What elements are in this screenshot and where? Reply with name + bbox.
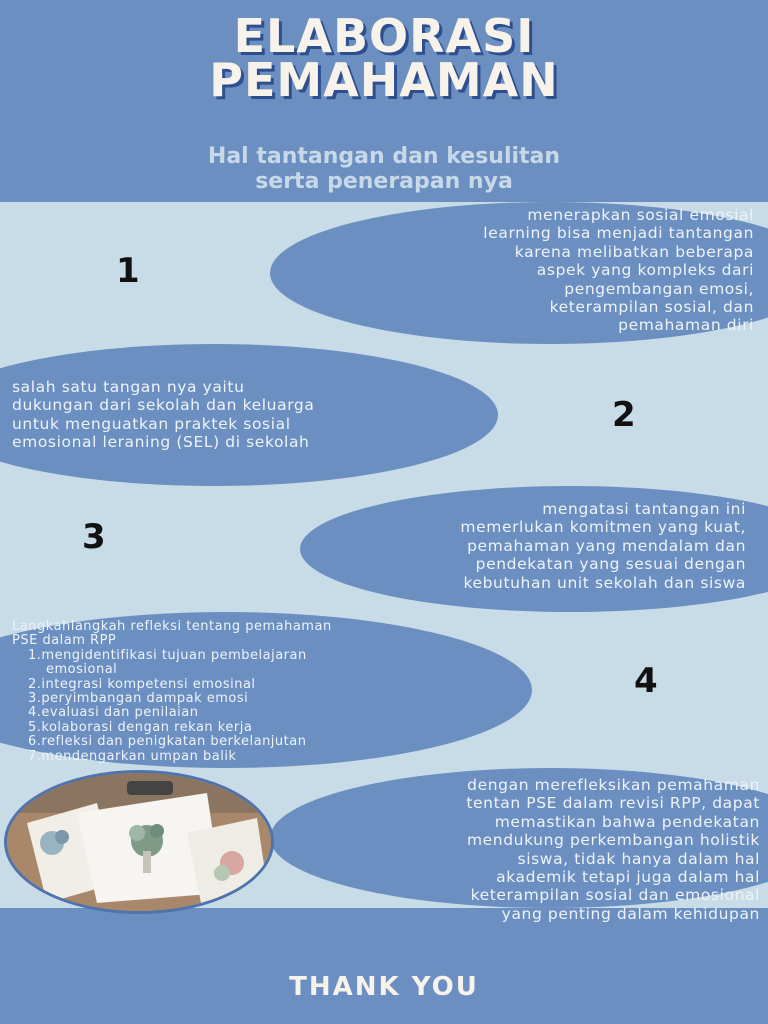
page-subtitle [0,144,768,194]
section-4-number: 4 [634,661,658,701]
list-intro: PSE dalam RPP [12,633,117,649]
list-item: 7.mendengarkan umpan balik [28,748,237,764]
closing-line: akademik tetapi juga dalam hal [496,868,760,887]
desk-photo-illustration [7,773,271,911]
section-3-number: 3 [82,517,106,557]
section-2-line: dukungan dari sekolah dan keluarga [12,396,315,415]
section-1-text [483,206,754,335]
reflection-steps-list [12,620,332,764]
section-3-line: memerlukan komitmen yang kuat, [460,518,746,537]
closing-text [466,776,760,923]
desk-photo-image [4,770,274,914]
section-3-line: pemahaman yang mendalam dan [467,536,746,555]
section-3-line: pendekatan yang sesuai dengan [475,555,746,574]
list-item: 4.evaluasi dan penilaian [28,705,199,721]
section-2-number: 2 [612,395,636,435]
closing-line: dengan merefleksikan pemahaman [467,776,760,794]
list-item: 5.kolaborasi dengan rekan kerja [28,719,253,735]
list-intro: Langkahlangkah refleksi tentang pemahaman [12,619,332,634]
list-item: emosional [46,662,118,678]
section-2-line: salah satu tangan nya yaitu [12,378,245,396]
section-1-number: 1 [116,251,140,291]
section-3-line: kebutuhan unit sekolah dan siswa [463,573,746,592]
closing-line: tentan PSE dalam revisi RPP, dapat [466,794,760,813]
subtitle-line-2: serta penerapan nya [255,169,513,194]
list-item: 3.peryimbangan dampak emosi [28,691,249,707]
section-2-line: untuk menguatkan praktek sosial [12,414,291,433]
closing-line: siswa, tidak hanya dalam hal [517,849,760,868]
list-item: 2.integrasi kompetensi emosinal [28,676,256,692]
subtitle-line-1: Hal tantangan dan kesulitan [207,144,561,169]
section-1-line: menerapkan sosial emosial [527,206,754,224]
section-1-line: learning bisa menjadi tantangan [483,224,754,243]
section-1-line: keterampilan sosial, dan [549,298,754,317]
section-1-line: pengembangan emosi, [564,279,754,298]
section-3-text [460,500,746,592]
page-title [0,9,768,107]
list-item: 6.refleksi dan penigkatan berkelanjutan [28,734,307,750]
closing-line: memastikan bahwa pendekatan [494,812,760,831]
section-3-line: mengatasi tantangan ini [542,500,746,518]
list-item: 1.mengidentifikasi tujuan pembelajaran [28,647,307,663]
section-2-line: emosional leraning (SEL) di sekolah [12,433,310,452]
closing-line: keterampilan sosial dan emosional [470,886,760,905]
section-1-line: pemahaman diri [618,316,754,335]
thank-you-footer: THANK YOU [289,972,479,1002]
section-1-line: aspek yang kompleks dari [536,261,754,280]
section-1-line: karena melibatkan beberapa [514,242,754,261]
title-line-2: PEMAHAMAN [209,53,559,107]
title-line-1: ELABORASI [233,9,535,63]
section-2-text [12,378,314,452]
closing-line: mendukung perkembangan holistik [466,831,760,850]
closing-line: yang penting dalam kehidupan [501,904,760,923]
